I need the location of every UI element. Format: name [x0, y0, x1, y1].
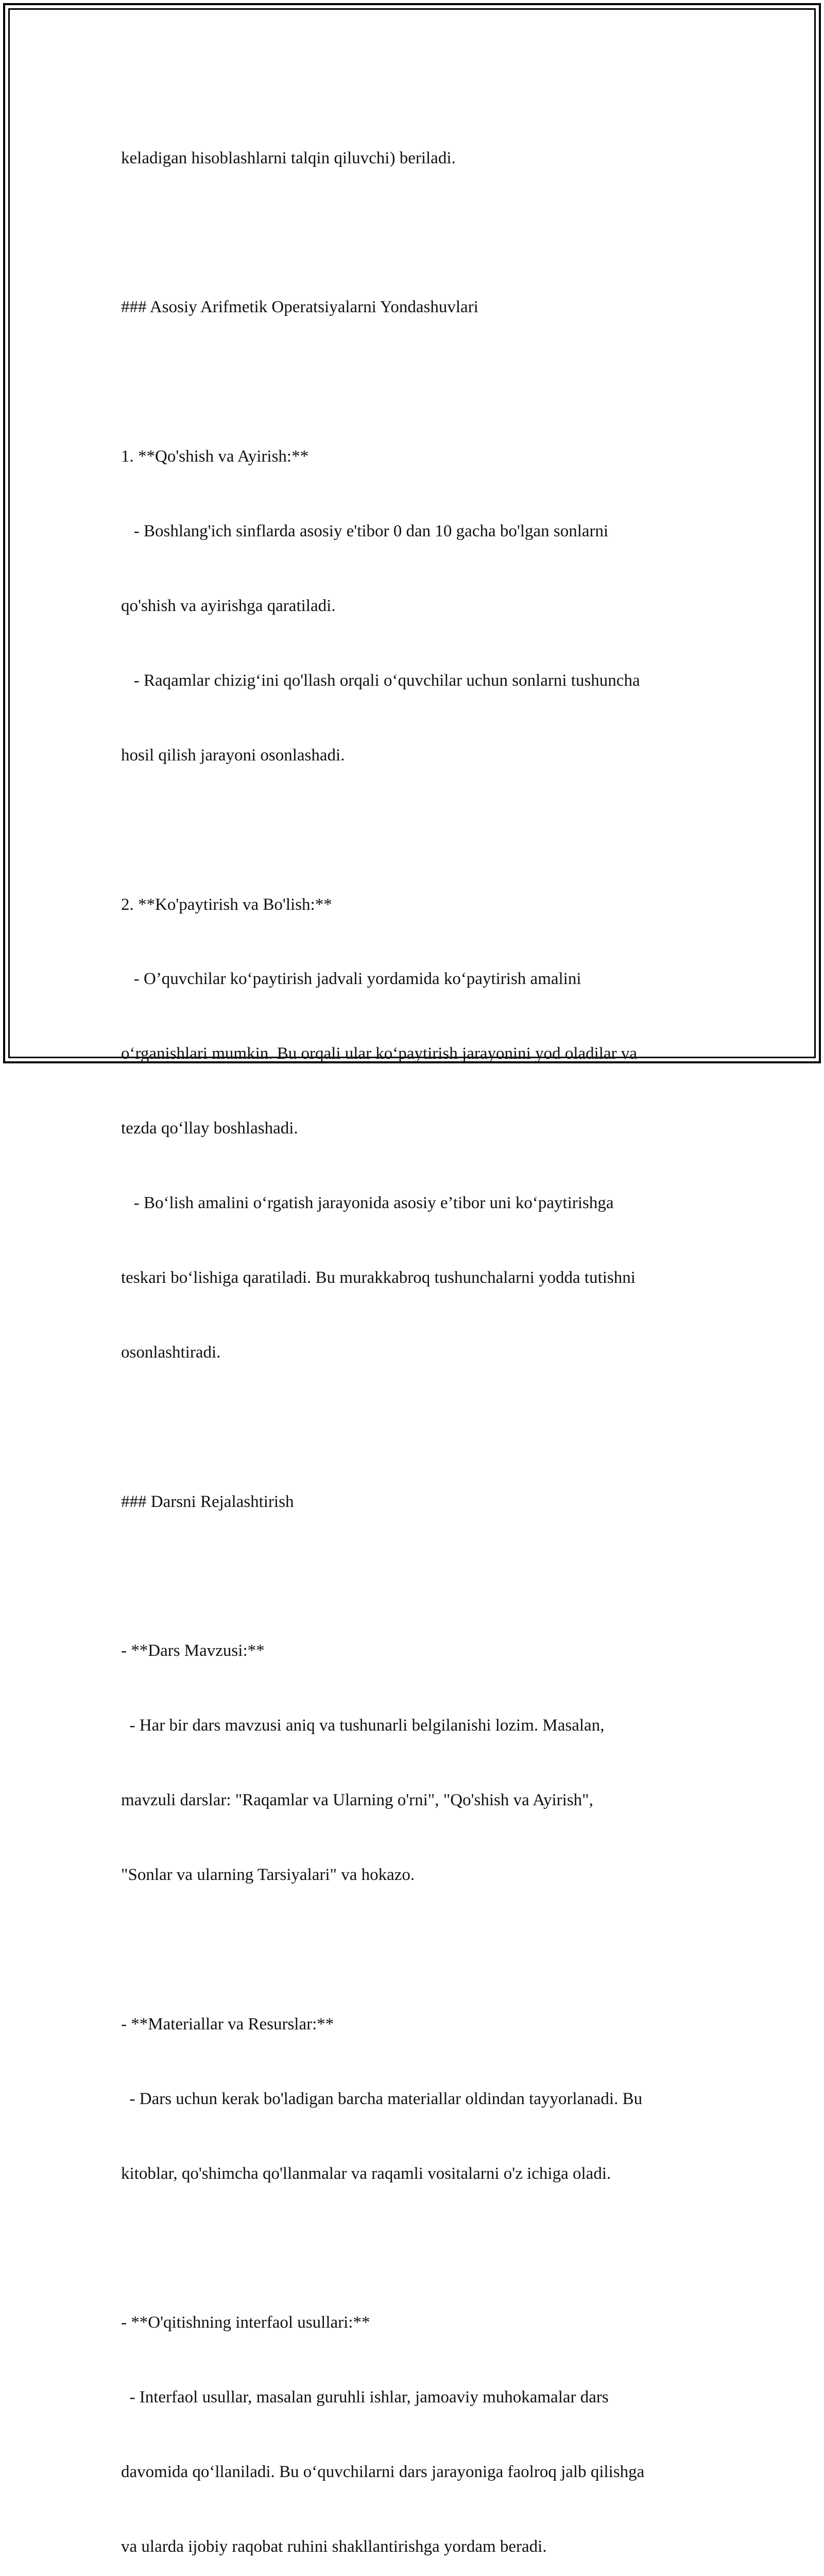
text-line: - Boshlang'ich sinflarda asosiy e'tibor 0 dan 10 gacha bo'lgan sonlarni — [121, 522, 609, 541]
text-line: va ularda ijobiy raqobat ruhini shakllantirishga yordam beradi. — [121, 2537, 547, 2556]
text-line: keladigan hisoblashlarni talqin qiluvchi) beriladi. — [121, 148, 456, 167]
section-heading: ### Darsni Rejalashtirish — [121, 1492, 294, 1511]
text-line: hosil qilish jarayoni osonlashadi. — [121, 745, 345, 765]
text-line — [121, 1415, 713, 1439]
text-line — [121, 369, 713, 394]
text-line: - Interfaol usullar, masalan guruhli ishlar, jamoaviy muhokamalar dars — [121, 2388, 609, 2407]
text-line — [121, 1937, 713, 1962]
text-line: kitoblar, qo'shimcha qo'llanmalar va raqamli vositalarni o'z ichiga oladi. — [121, 2164, 611, 2183]
text-line — [121, 1564, 713, 1589]
text-line: davomida qo‘llaniladi. Bu o‘quvchilarni dars jarayoniga faolroq jalb qilishga — [121, 2463, 645, 2482]
section-heading: ### Asosiy Arifmetik Operatsiyalarni Yondashuvlari — [121, 298, 478, 317]
document-body — [121, 96, 713, 2576]
text-line: "Sonlar va ularning Tarsiyalari" va hokazo. — [121, 1866, 415, 1885]
text-line — [121, 2236, 713, 2261]
text-line: tezda qo‘llay boshlashadi. — [121, 1119, 298, 1138]
text-line — [121, 220, 713, 245]
text-line: teskari bo‘lishiga qaratiladi. Bu murakkabroq tushunchalarni yodda tutishni — [121, 1268, 636, 1287]
text-line: - Dars uchun kerak bo'ladigan barcha materiallar oldindan tayyorlanadi. Bu — [121, 2089, 643, 2108]
list-item-heading: - **Dars Mavzusi:** — [121, 1641, 265, 1660]
text-line: o‘rganishlari mumkin. Bu orqali ular ko‘paytirish jarayonini yod oladilar va — [121, 1044, 638, 1063]
list-item-heading: 1. **Qo'shish va Ayirish:** — [121, 447, 309, 466]
text-line: mavzuli darslar: "Raqamlar va Ularning o'rni", "Qo'shish va Ayirish", — [121, 1791, 593, 1810]
list-item-heading: 2. **Ko'paytirish va Bo'lish:** — [121, 895, 332, 914]
list-item-heading: - **Materiallar va Resurslar:** — [121, 2014, 334, 2033]
text-line: - O’quvchilar ko‘paytirish jadvali yordamida ko‘paytirish amalini — [121, 970, 581, 989]
text-line: osonlashtiradi. — [121, 1343, 221, 1362]
text-line: - Bo‘lish amalini o‘rgatish jarayonida asosiy e’tibor uni ko‘paytirishga — [121, 1194, 614, 1213]
list-item-heading: - **O'qitishning interfaol usullari:** — [121, 2313, 370, 2332]
text-line: qo'shish va ayirishga qaratiladi. — [121, 596, 336, 615]
text-line — [121, 818, 713, 842]
text-line: - Har bir dars mavzusi aniq va tushunarli belgilanishi lozim. Masalan, — [121, 1716, 605, 1735]
text-line: - Raqamlar chizig‘ini qo'llash orqali o‘quvchilar uchun sonlarni tushuncha — [121, 671, 640, 690]
